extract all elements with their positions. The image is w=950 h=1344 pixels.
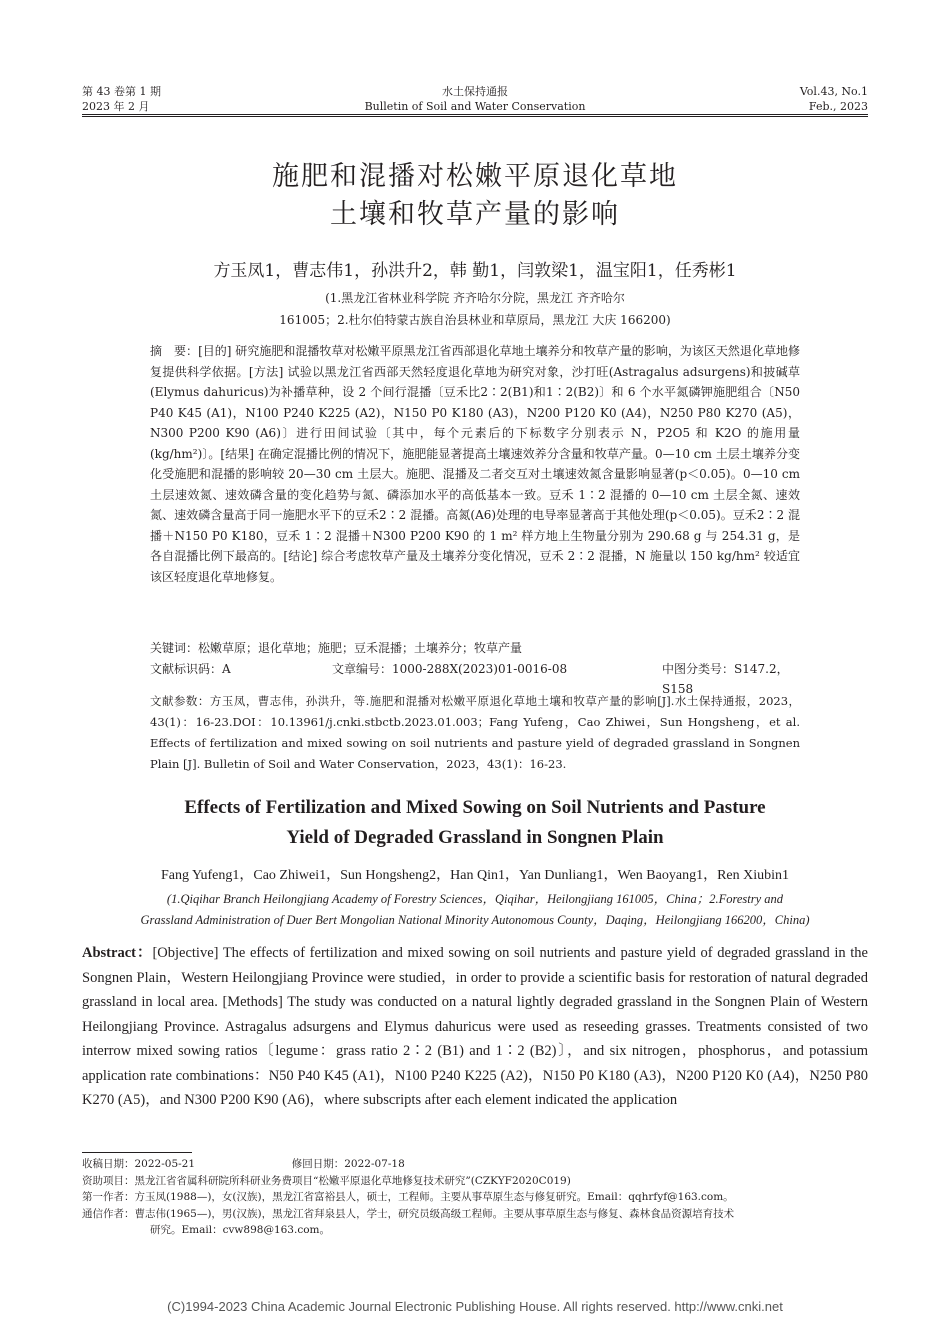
footnotes xyxy=(82,1156,868,1239)
keywords-cn xyxy=(150,638,800,658)
header-rule-2 xyxy=(82,116,868,117)
title-cn-line2: 土壤和牧草产量的影响 xyxy=(330,199,620,230)
clc-number: 中图分类号：S147.2，S158 xyxy=(662,662,789,696)
affiliation-cn-line1: (1.黑龙江省林业科学院 齐齐哈尔分院，黑龙江 齐齐哈尔 xyxy=(325,291,625,305)
citation xyxy=(150,691,800,775)
corresponding-label: 通信作者： xyxy=(82,1207,135,1220)
copyright-notice xyxy=(0,1299,950,1314)
abstract-en-label: Abstract： xyxy=(82,945,153,961)
funding-row xyxy=(82,1173,868,1190)
keywords-text: 松嫩草原；退化草地；施肥；豆禾混播；土壤养分；牧草产量 xyxy=(198,641,523,655)
corresponding-row xyxy=(82,1206,868,1223)
revised-date: 2022-07-18 xyxy=(344,1158,405,1170)
article-number: 文章编号：1000-288X(2023)01-0016-08 xyxy=(332,662,568,676)
first-author-text: 方玉凤(1988—)，女(汉族)，黑龙江省富裕县人，硕士，工程师。主要从事草原生态与修复研究。Email：qqhrfyf@163.com。 xyxy=(134,1191,734,1203)
volume-info xyxy=(800,84,868,114)
abstract-cn xyxy=(150,341,800,587)
received-row xyxy=(82,1156,868,1173)
abstract-en-text: [Objective] The effects of fertilization and mixed sowing on soil nutrients and pasture yield of degraded grassland in the Songnen Plain，Western Heilongjiang Province were studied，in order to provide a scientific basis for restoration of natural degraded grassland in local area. [Methods] The study was conducted on a natural lightly degraded grassland in the Songnen Plain of Western Heilongjiang Province. Astragalus adsurgens and Elymus dahuricus were used as reseeding grasses. Treatments consisted of two interrow mixed sowing ratios〔legume：grass ratio 2∶2 (B1) and 1∶2 (B2)〕，and six nitrogen，phosphorus，and potassium application rate combinations：N50 P40 K45 (A1)，N100 P240 K225 (A2)，N150 P0 K180 (A3)，N200 P120 K0 (A4)，N250 P80 K270 (A5)，and N300 P200 K90 (A6)，where subscripts after each element indicated the application xyxy=(82,945,868,1108)
abstract-cn-label: 摘 要： xyxy=(150,344,199,358)
keywords-label: 关键词： xyxy=(150,641,199,655)
title-cn-line1: 施肥和混播对松嫩平原退化草地 xyxy=(272,161,678,192)
received-date: 2022-05-21 xyxy=(134,1158,196,1170)
affiliation-en-line2: Grassland Administration of Duer Bert Mongolian National Minority Autonomous County，Daqing，Heilongjiang 166200，China) xyxy=(140,913,810,927)
affiliation-cn-line2: 161005；2.杜尔伯特蒙古族自治县林业和草原局，黑龙江 大庆 166200) xyxy=(279,313,671,327)
citation-label: 文献参数： xyxy=(150,694,210,708)
affiliation-cn xyxy=(120,287,830,331)
corresponding-text-2: 研究。Email：cvw898@163.com。 xyxy=(150,1224,330,1236)
journal-name-en: Bulletin of Soil and Water Conservation xyxy=(364,100,586,113)
affiliation-en-line1: (1.Qiqihar Branch Heilongjiang Academy of Forestry Sciences，Qiqihar，Heilongjiang 161005，China；2.Forestry and xyxy=(166,892,784,906)
article-ids xyxy=(150,659,800,696)
revised-label: 修回日期： xyxy=(291,1158,345,1170)
authors-en-text: Fang Yufeng1，Cao Zhiwei1，Sun Hongsheng2，Han Qin1，Yan Dunliang1，Wen Baoyang1，Ren Xiubin1 xyxy=(160,868,790,883)
funding-text: 黑龙江省省属科研院所科研业务费项目“松嫩平原退化草地修复技术研究”(CZKYF2020C019) xyxy=(134,1174,571,1187)
title-cn xyxy=(82,158,868,234)
abstract-en xyxy=(82,941,868,1113)
issue-volume: 第 43 卷第 1 期 xyxy=(82,85,161,98)
header-rule xyxy=(82,114,868,115)
issue-date: 2023 年 2 月 xyxy=(82,100,150,113)
authors-cn xyxy=(82,260,868,282)
corresponding-row-2 xyxy=(82,1222,868,1239)
title-en xyxy=(82,793,868,853)
title-en-line2: Yield of Degraded Grassland in Songnen Plain xyxy=(286,827,664,848)
volume-date: Feb., 2023 xyxy=(808,100,868,113)
volume-number: Vol.43, No.1 xyxy=(799,85,868,98)
abstract-cn-text: [目的] 研究施肥和混播牧草对松嫩平原黑龙江省西部退化草地土壤养分和牧草产量的影响，为该区天然退化草地修复提供科学依据。[方法] 试验以黑龙江省西部天然轻度退化草地为研究对象，沙打旺(Astragalus adsurgens)和披碱草(Elymus dahuricus)为补播草种，设 2 个间行混播〔豆禾比2∶2(B1)和1∶2(B2)〕和 6 个水平氮磷钾施肥组合〔N50 P40 K45 (A1)，N100 P240 K225 (A2)，N150 P0 K180 (A3)，N200 P120 K0 (A4)，N250 P80 K270 (A5)，N300 P200 K90 (A6)〕进行田间试验〔其中，每个元素后的下标数字分别表示 N，P2O5 和 K2O 的施用量(kg/hm²)〕。[结果] 在确定混播比例的情况下，施肥能显著提高土壤速效养分含量和牧草产量。0—10 cm 土层土壤养分变化受施肥和混播的影响较 20—30 cm 土层大。施肥、混播及二者交互对土壤速效氮含量影响显著(p＜0.05)。0—10 cm 土层速效氮、速效磷含量的变化趋势与氮、磷添加水平的高低基本一致。豆禾 1∶2 混播的 0—10 cm 土层全氮、速效氮、速效磷含量高于同一施肥水平下的豆禾2∶2 混播。高氮(A6)处理的电导率显著高于其他处理(p＜0.05)。豆禾2∶2 混播＋N150 P0 K180，豆禾 1∶2 混播＋N300 P200 K90 的 1 m² 样方地上生物量分别为 290.68 g 与 254.31 g，是各自混播比例下最高的。[结论] 综合考虑牧草产量及土壤养分变化情况，豆禾 2∶2 混播，N 施量以 150 kg/hm² 较适宜该区轻度退化草地修复。 xyxy=(150,344,800,584)
corresponding-text: 曹志伟(1965—)，男(汉族)，黑龙江省拜泉县人，学士，研究员级高级工程师。主要从事草原生态与修复、森林食品资源培育技术 xyxy=(134,1207,735,1220)
journal-name-cn: 水土保持通报 xyxy=(442,85,508,98)
title-en-line1: Effects of Fertilization and Mixed Sowing on Soil Nutrients and Pasture xyxy=(184,797,766,818)
received-label: 收稿日期： xyxy=(82,1158,135,1170)
authors-en xyxy=(82,866,868,886)
first-author-label: 第一作者： xyxy=(82,1191,135,1203)
funding-label: 资助项目： xyxy=(82,1174,135,1187)
copyright-text: (C)1994-2023 China Academic Journal Electronic Publishing House. All rights reserved. http://www.cnki.net xyxy=(167,1299,783,1314)
affiliation-en xyxy=(82,889,868,931)
journal-name xyxy=(300,84,650,114)
doc-code: 文献标识码：A xyxy=(150,662,231,676)
citation-text: 方玉凤，曹志伟，孙洪升，等.施肥和混播对松嫩平原退化草地土壤和牧草产量的影响[J].水土保持通报，2023，43(1)：16-23.DOI：10.13961/j.cnki.stbctb.2023.01.003；Fang Yufeng，Cao Zhiwei，Sun Hongsheng，et al. Effects of fertilization and mixed sowing on soil nutrients and pasture yield of degraded grassland in Songnen Plain [J]. Bulletin of Soil and Water Conservation，2023，43(1)：16-23. xyxy=(150,694,801,771)
first-author-row xyxy=(82,1189,868,1206)
issue-info xyxy=(82,84,161,114)
authors-cn-text: 方玉凤1，曹志伟1，孙洪升2，韩 勤1，闫敦梁1，温宝阳1，任秀彬1 xyxy=(213,261,737,281)
footnote-rule xyxy=(82,1152,192,1153)
